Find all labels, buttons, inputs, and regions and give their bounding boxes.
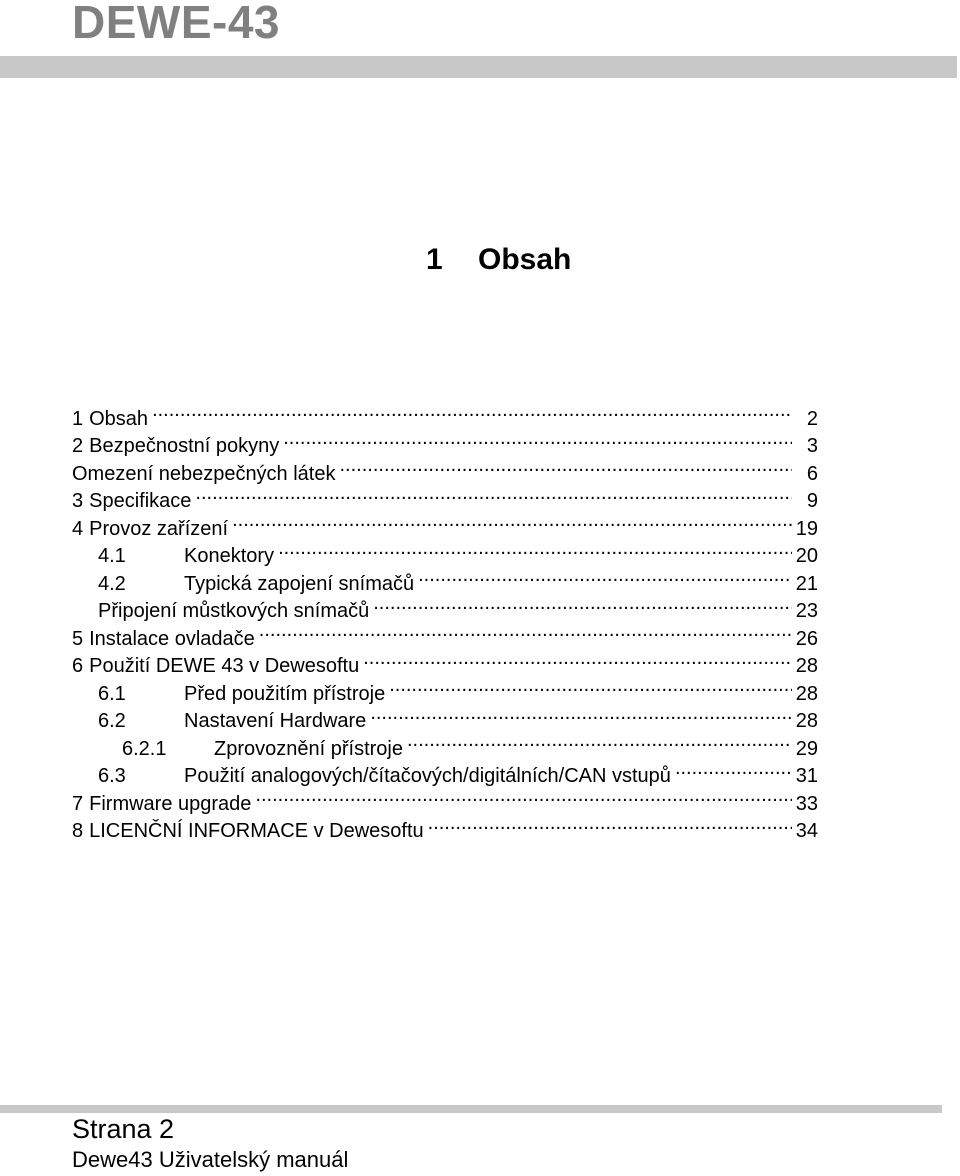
footer-manual-title: Dewe43 Uživatelský manuál [72, 1147, 349, 1172]
toc-leader [340, 452, 793, 480]
toc-entry-page: 34 [795, 820, 818, 842]
toc-entry-page: 6 [806, 462, 818, 485]
toc-entry-label: Obsah [89, 407, 149, 430]
toc-entry-label: Omezení nebezpečných látek [72, 462, 336, 485]
toc-entry-label: Provoz zařízení [89, 517, 229, 540]
toc-leader [428, 810, 792, 838]
toc-entry-number: 4.1 [98, 545, 126, 567]
toc-leader [259, 617, 792, 645]
toc-entry-page: 19 [795, 517, 818, 540]
toc-entry-number: 7 [72, 792, 84, 815]
toc-entry-label: Před použitím přístroje [184, 682, 386, 705]
section-number: 1 [426, 243, 443, 276]
toc-entry-page: 2 [806, 407, 818, 430]
toc-entry-page: 3 [806, 435, 818, 457]
toc-entry-number: 8 [72, 820, 84, 842]
toc-entry[interactable] [72, 397, 818, 430]
toc-leader [373, 590, 792, 618]
toc-entry-number: 6.3 [98, 765, 126, 787]
toc-leader [278, 535, 792, 563]
toc-entry-label: Bezpečnostní pokyny [89, 435, 280, 457]
toc-entry-label: Použití DEWE 43 v Dewesoftu [89, 655, 360, 677]
footer-page-number: Strana 2 [72, 1114, 175, 1144]
toc-entry-number: 6.1 [98, 682, 126, 705]
toc-entry-label: Použití analogových/čítačových/digitálních/CAN vstupů [184, 765, 671, 787]
toc-entry-label: LICENČNÍ INFORMACE v Dewesoftu [89, 820, 424, 842]
toc-entry-label: Připojení můstkových snímačů [98, 600, 370, 622]
toc-entry-page: 26 [795, 627, 818, 650]
toc-entry[interactable] [72, 425, 818, 457]
toc-entry-page: 28 [795, 655, 818, 677]
toc-leader [255, 782, 791, 810]
toc-leader [152, 397, 792, 425]
toc-entry-label: Specifikace [89, 490, 192, 512]
toc-entry-page: 33 [795, 792, 818, 815]
toc-entry-number: 5 [72, 627, 84, 650]
toc-entry-number: 6 [72, 655, 84, 677]
toc-entry-page: 9 [806, 490, 818, 512]
toc-leader [675, 755, 792, 783]
toc-leader [232, 507, 792, 535]
document-title: DEWE-43 [72, 0, 280, 48]
toc-leader [407, 727, 792, 755]
toc-entry-page: 21 [795, 572, 818, 595]
toc-entry-label: Instalace ovladače [89, 627, 255, 650]
toc-entry-label: Typická zapojení snímačů [184, 572, 415, 595]
toc-entry-label: Nastavení Hardware [184, 710, 367, 732]
toc-entry-page: 29 [795, 737, 818, 760]
toc-leader [195, 480, 792, 508]
toc-entry-page: 31 [795, 765, 818, 787]
section-title: Obsah [478, 243, 572, 276]
toc-entry-label: Firmware upgrade [89, 792, 252, 815]
toc-entry-number: 6.2 [98, 710, 126, 732]
toc-entry-number: 6.2.1 [122, 737, 167, 760]
table-of-contents [72, 397, 818, 842]
toc-entry-number: 4.2 [98, 572, 126, 595]
toc-leader [363, 645, 792, 673]
toc-entry-number: 3 [72, 490, 84, 512]
toc-leader [370, 700, 791, 728]
toc-entry-label: Konektory [184, 545, 275, 567]
toc-entry-number: 2 [72, 435, 84, 457]
toc-entry-page: 28 [795, 682, 818, 705]
header-rule [0, 56, 957, 78]
toc-entry-page: 23 [795, 600, 818, 622]
toc-leader [418, 562, 792, 590]
toc-entry-page: 20 [795, 545, 818, 567]
toc-entry-page: 28 [795, 710, 818, 732]
toc-entry-number: 1 [72, 407, 84, 430]
toc-entry-label: Zprovoznění přístroje [214, 737, 403, 760]
toc-leader [389, 672, 792, 700]
section-heading [426, 240, 571, 280]
toc-leader [283, 425, 792, 453]
toc-entry-number: 4 [72, 517, 84, 540]
